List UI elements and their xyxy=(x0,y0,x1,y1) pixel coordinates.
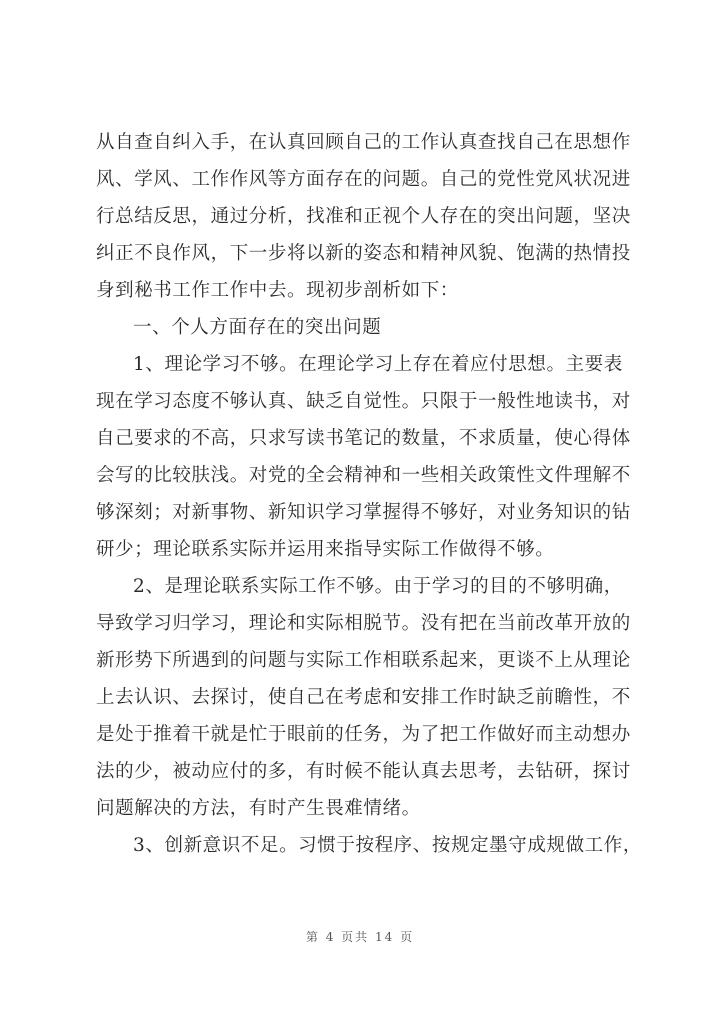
paragraph-start: 3、创新意识不足。习惯于按程序、按规定墨守成规做工作， xyxy=(133,835,642,856)
text-line: 自己要求的不高，只求写读书笔记的数量，不求质量，使心得体 xyxy=(96,428,631,449)
text-line: 研少；理论联系实际并运用来指导实际工作做得不够。 xyxy=(96,539,555,560)
text-line: 纠正不良作风，下一步将以新的姿态和精神风貌、饱满的热情投 xyxy=(96,243,631,264)
text-line: 身到秘书工作工作中去。现初步剖析如下： xyxy=(96,280,459,301)
text-line: 是处于推着干就是忙于眼前的任务，为了把工作做好而主动想办 xyxy=(96,724,631,745)
text-line: 现在学习态度不够认真、缺乏自觉性。只限于一般性地读书，对 xyxy=(96,391,631,412)
page-footer: 第 4 页共 14 页 xyxy=(305,930,415,944)
section-heading: 一、个人方面存在的突出问题 xyxy=(133,317,382,338)
document-body xyxy=(96,124,642,864)
text-line: 会写的比较肤浅。对党的全会精神和一些相关政策性文件理解不 xyxy=(96,465,631,486)
text-line: 问题解决的方法，有时产生畏难情绪。 xyxy=(96,798,421,819)
text-line: 上去认识、去探讨，使自己在考虑和安排工作时缺乏前瞻性，不 xyxy=(96,687,631,708)
paragraph-start: 2、是理论联系实际工作不够。由于学习的目的不够明确， xyxy=(133,576,623,597)
text-line: 从自查自纠入手，在认真回顾自己的工作认真查找自己在思想作 xyxy=(96,132,631,153)
text-line: 够深刻；对新事物、新知识学习掌握得不够好，对业务知识的钻 xyxy=(96,502,631,523)
text-line: 新形势下所遇到的问题与实际工作相联系起来，更谈不上从理论 xyxy=(96,650,631,671)
paragraph-start: 1、理论学习不够。在理论学习上存在着应付思想。主要表 xyxy=(133,354,623,375)
text-line: 行总结反思，通过分析，找准和正视个人存在的突出问题，坚决 xyxy=(96,206,631,227)
text-line: 导致学习归学习，理论和实际相脱节。没有把在当前改革开放的 xyxy=(96,613,631,634)
text-line: 风、学风、工作作风等方面存在的问题。自己的党性党风状况进 xyxy=(96,169,631,190)
text-line: 法的少，被动应付的多，有时候不能认真去思考，去钻研，探讨 xyxy=(96,761,631,782)
